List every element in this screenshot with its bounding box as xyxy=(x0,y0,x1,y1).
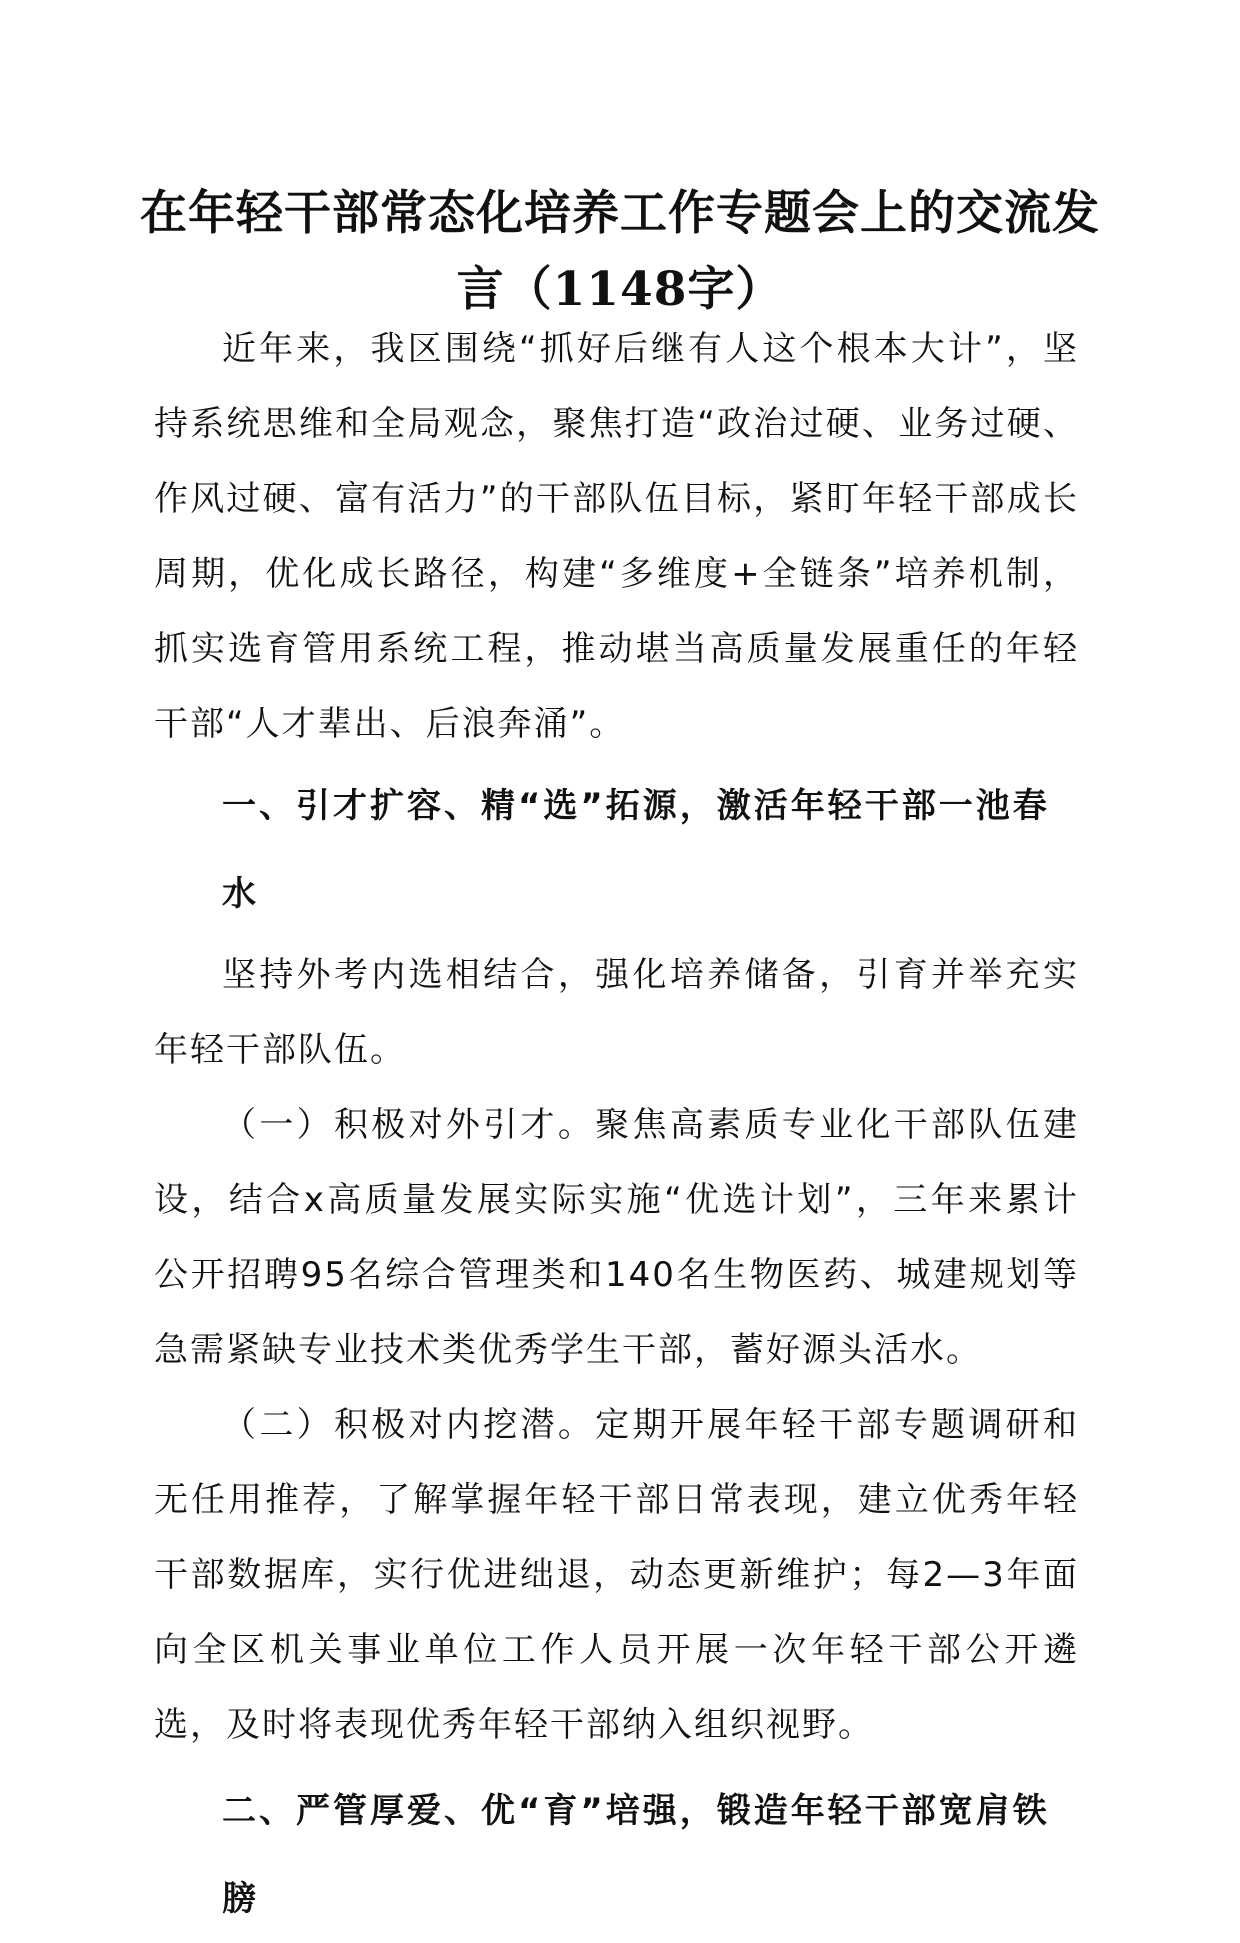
document-title-line-2: 言（1148字） xyxy=(456,262,784,317)
section-heading-1: 一、引才扩容、精“选”拓源，激活年轻干部一池春水 xyxy=(222,786,1050,914)
document-body xyxy=(154,312,1079,1943)
document-title-line-1: 在年轻干部常态化培养工作专题会上的交流发 xyxy=(140,186,1100,241)
intro-paragraph: 近年来，我区围绕“抓好后继有人这个根本大计”，坚持系统思维和全局观念，聚焦打造“政治过硬、业务过硬、作风过硬、富有活力”的干部队伍目标，紧盯年轻干部成长周期，优化成长路径，构建“多维度+全链条”培养机制，抓实选育管用系统工程，推动堪当高质量发展重任的年轻干部“人才辈出、后浪奔涌”。 xyxy=(154,329,1079,744)
subsection-2-paragraph: （二）积极对内挖潜。定期开展年轻干部专题调研和无任用推荐，了解掌握年轻干部日常表现，建立优秀年轻干部数据库，实行优进绌退，动态更新维护；每2—3年面向全区机关事业单位工作人员开展一次年轻干部公开遴选，及时将表现优秀年轻干部纳入组织视野。 xyxy=(154,1405,1079,1745)
subsection-1-paragraph: （一）积极对外引才。聚焦高素质专业化干部队伍建设，结合x高质量发展实际实施“优选计划”，三年来累计公开招聘95名综合管理类和140名生物医药、城建规划等急需紧缺专业技术类优秀学生干部，蓄好源头活水。 xyxy=(154,1105,1079,1370)
section-heading-2: 二、严管厚爱、优“育”培强，锻造年轻干部宽肩铁膀 xyxy=(222,1791,1050,1919)
section-1-paragraph: 坚持外考内选相结合，强化培养储备，引育并举充实年轻干部队伍。 xyxy=(154,955,1079,1070)
